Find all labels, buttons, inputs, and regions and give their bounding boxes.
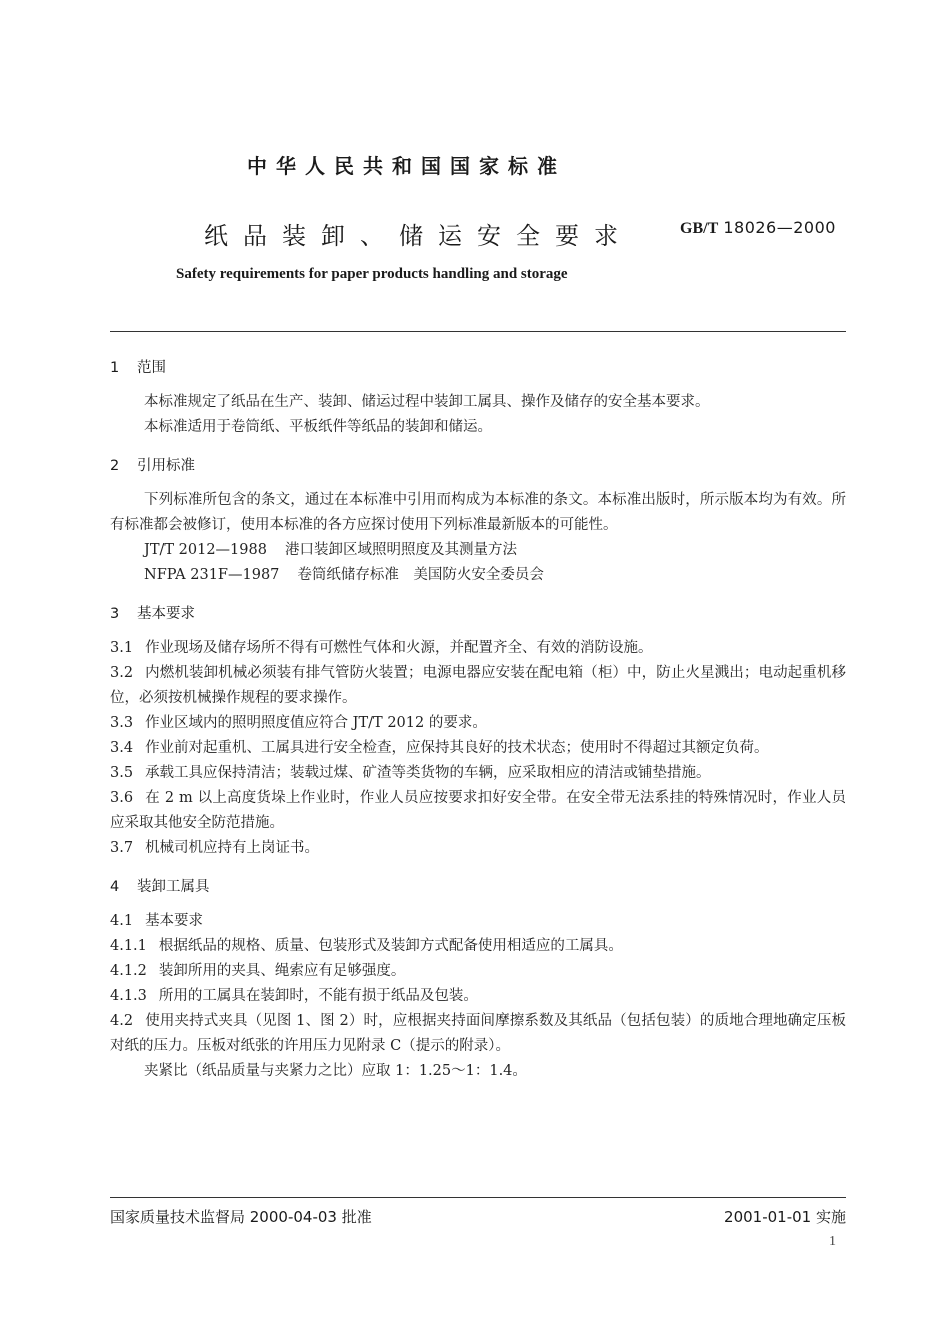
effective-date: 2001-01-01 实施	[724, 1208, 846, 1226]
paragraph: 本标准规定了纸品在生产、装卸、储运过程中装卸工属具、操作及储存的安全基本要求。	[144, 394, 710, 410]
clause: 3.1 作业现场及储存场所不得有可燃性气体和火源，并配置齐全、有效的消防设施。	[110, 640, 653, 656]
clause: 3.5 承载工具应保持清洁；装载过煤、矿渣等类货物的车辆，应采取相应的清洁或铺垫措施。	[110, 765, 711, 781]
clause: 4.1.3 所用的工属具在装卸时，不能有损于纸品及包装。	[110, 988, 478, 1004]
section-3-heading: 3 基本要求	[110, 606, 195, 622]
issued-date: 国家质量技术监督局 2000-04-03 批准	[110, 1208, 372, 1226]
clause: 4.2 使用夹持式夹具（见图 1、图 2）时，应根据夹持面间摩擦系数及其纸品（包括包装）的质地合理地确定压板对纸的压力。压板对纸张的许用压力见附录 C（提示的附录）。	[110, 1013, 846, 1054]
clause: 3.6 在 2 m 以上高度货垛上作业时，作业人员应按要求扣好安全带。在安全带无法系挂的特殊情况时，作业人员应采取其他安全防范措施。	[110, 790, 846, 831]
clause: 4.1.1 根据纸品的规格、质量、包装形式及装卸方式配备使用相适应的工属具。	[110, 938, 623, 954]
document-title: 纸品装卸、储运安全要求	[204, 222, 633, 250]
clause: 4.1.2 装卸所用的夹具、绳索应有足够强度。	[110, 963, 406, 979]
document-body	[110, 356, 846, 1084]
section-1-heading: 1 范围	[110, 360, 166, 376]
paragraph: 下列标准所包含的条文，通过在本标准中引用而构成为本标准的条文。本标准出版时，所示版本均为有效。所有标准都会被修订，使用本标准的各方应探讨使用下列标准最新版本的可能性。	[110, 492, 846, 533]
section-4-heading: 4 装卸工属具	[110, 879, 210, 895]
english-title: Safety requirements for paper products handling and storage	[176, 266, 568, 282]
paragraph: 夹紧比（纸品质量与夹紧力之比）应取 1：1.25～1：1.4。	[144, 1063, 527, 1079]
clause: 3.4 作业前对起重机、工属具进行安全检查，应保持其良好的技术状态；使用时不得超过其额定负荷。	[110, 740, 769, 756]
standard-prefix: GB/T	[680, 220, 719, 237]
reference-item: JT/T 2012—1988 港口装卸区域照明照度及其测量方法	[144, 542, 517, 558]
standard-number	[680, 218, 836, 238]
paragraph: 本标准适用于卷筒纸、平板纸件等纸品的装卸和储运。	[144, 419, 492, 435]
header-divider	[110, 331, 846, 332]
standard-code: 18026—2000	[723, 218, 836, 237]
clause: 3.3 作业区域内的照明照度值应符合 JT/T 2012 的要求。	[110, 715, 487, 731]
footer-divider	[110, 1197, 846, 1198]
page-number: 1	[829, 1234, 836, 1249]
clause: 4.1 基本要求	[110, 913, 204, 929]
reference-item: NFPA 231F—1987 卷筒纸储存标准 美国防火安全委员会	[144, 567, 544, 583]
clause: 3.7 机械司机应持有上岗证书。	[110, 840, 320, 856]
national-standard-heading: 中华人民共和国国家标准	[247, 154, 566, 178]
clause: 3.2 内燃机装卸机械必须装有排气管防火装置；电源电器应安装在配电箱（柜）中，防止火星溅出；电动起重机移位，必须按机械操作规程的要求操作。	[110, 665, 846, 706]
section-2-heading: 2 引用标准	[110, 458, 195, 474]
